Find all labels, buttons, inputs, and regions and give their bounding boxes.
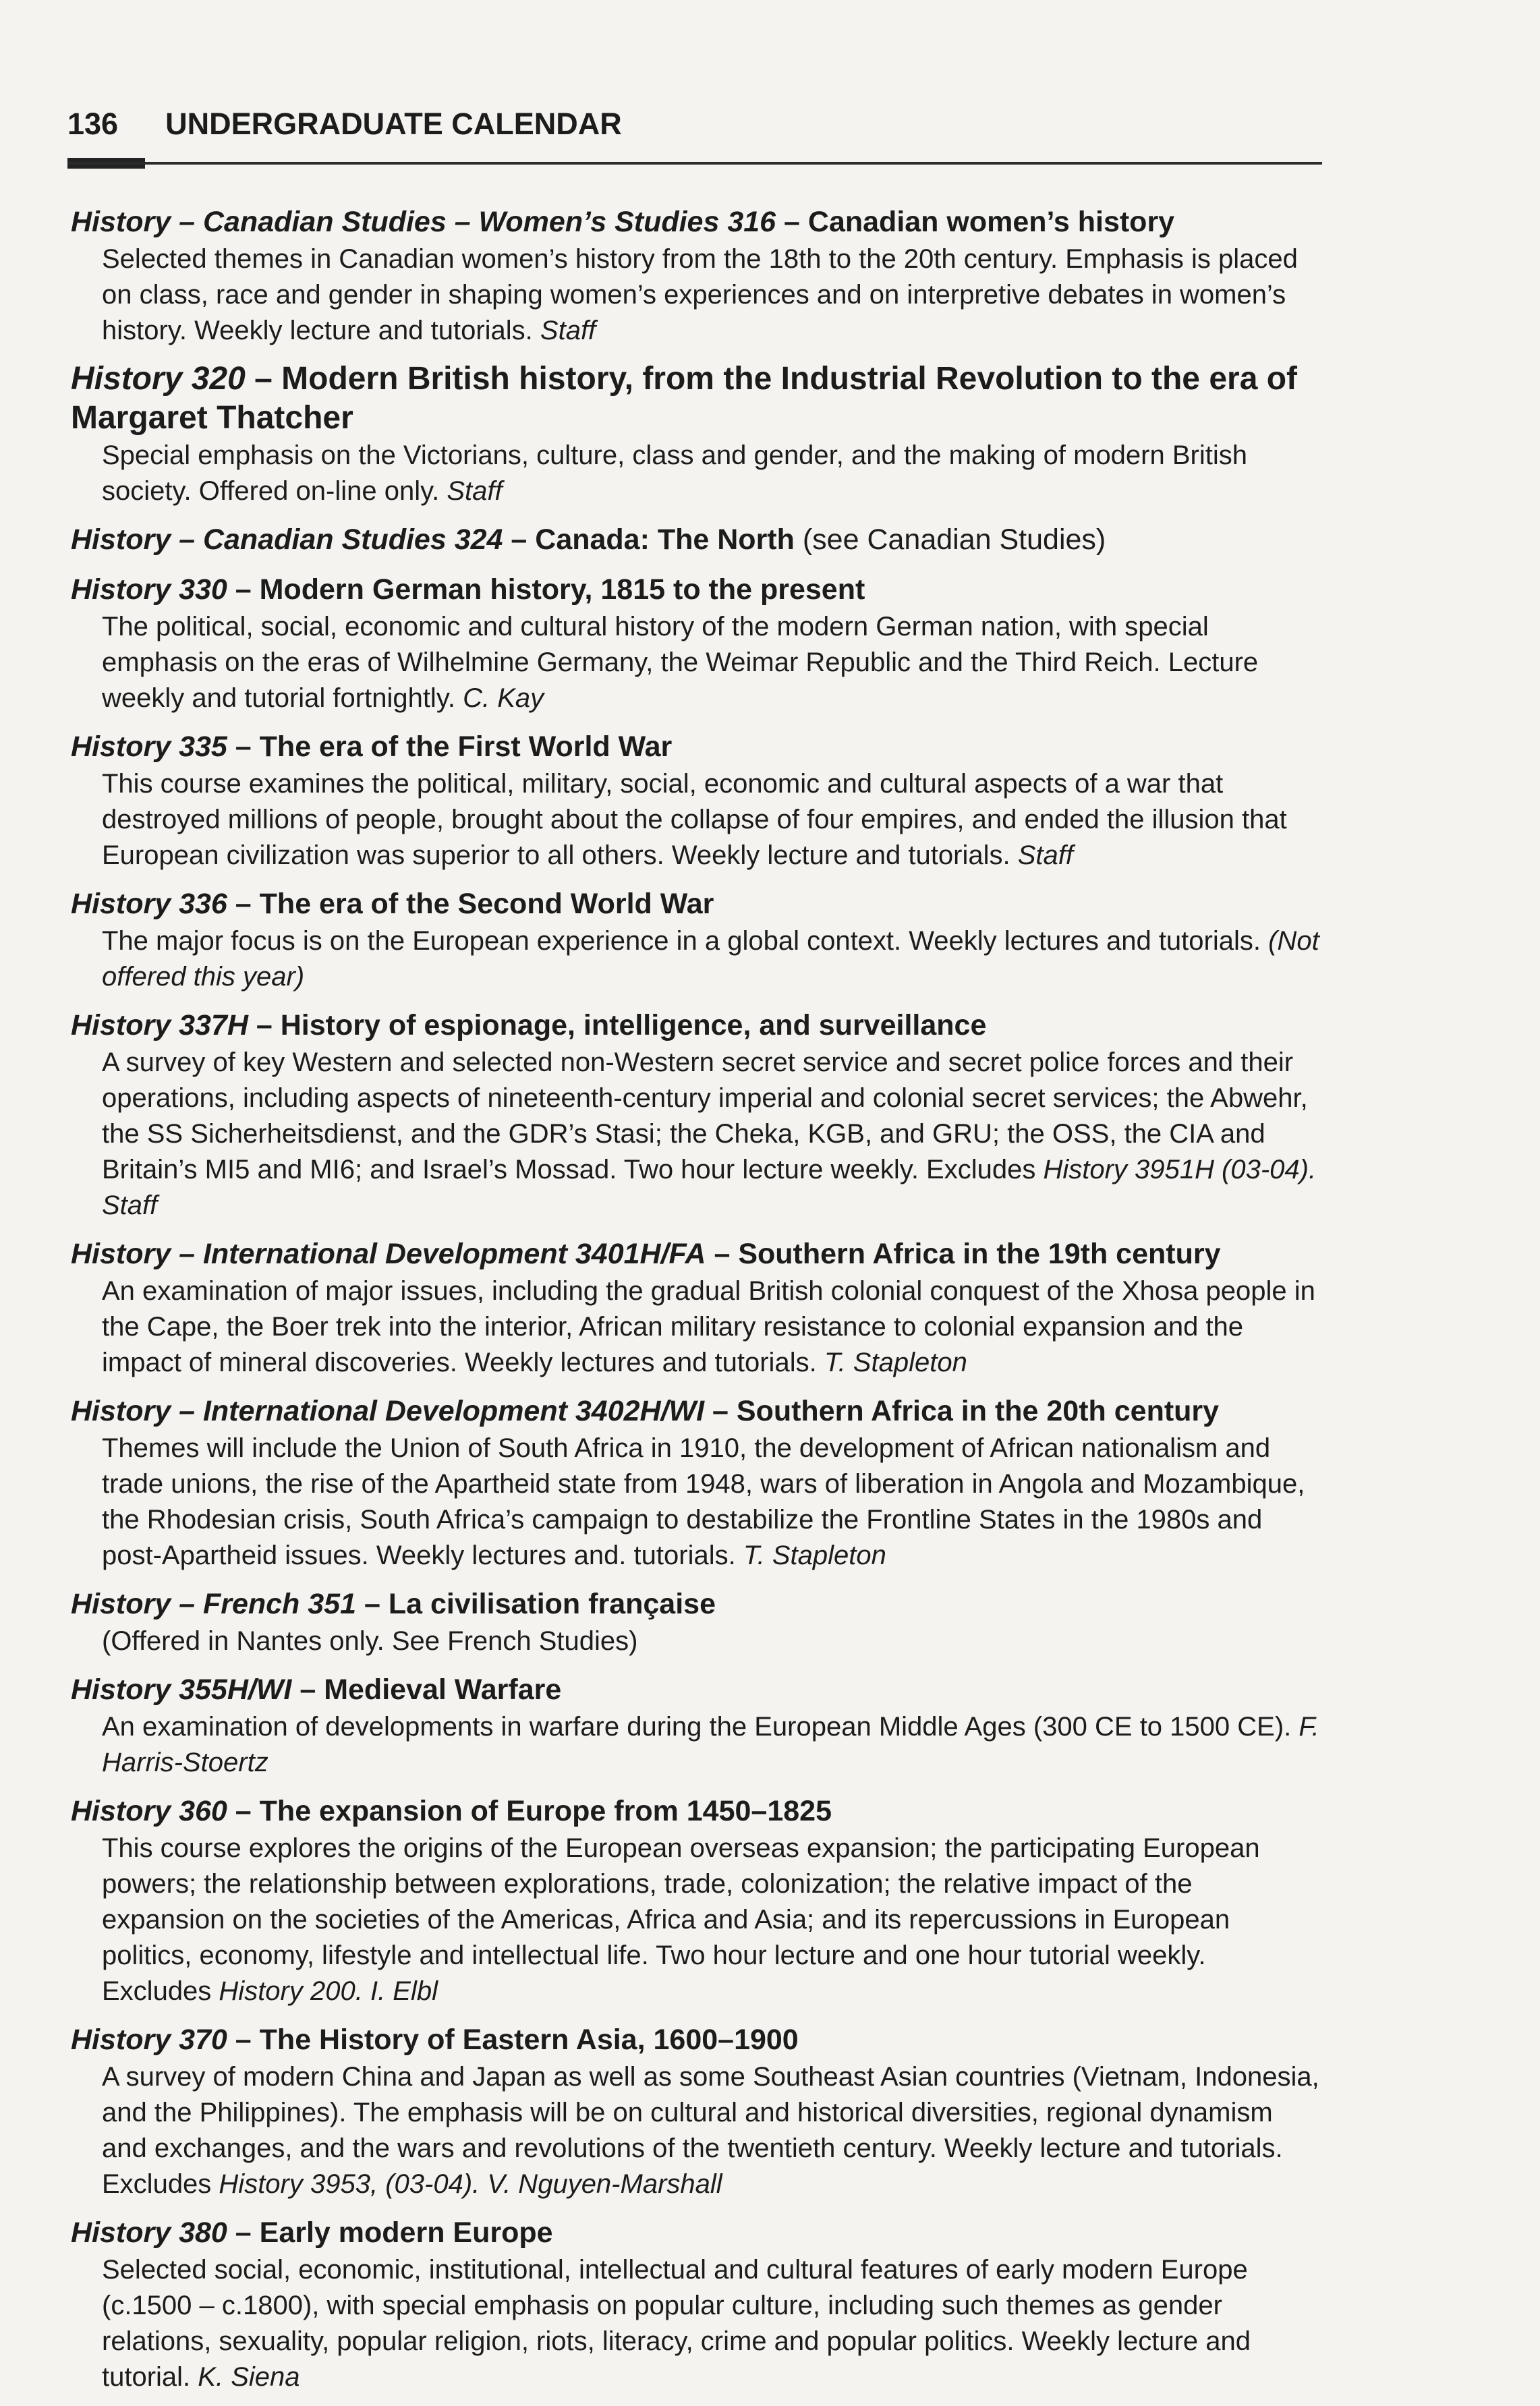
course-entry xyxy=(71,1006,1322,1224)
course-title: Canadian women’s history xyxy=(807,206,1175,238)
description-text: The political, social, economic and cultural history of the modern German nation, with special emphasis on the eras of Wilhelmine Germany, the Weimar Republic and the Third Reich. Lecture weekly and tutorial fortnightly. xyxy=(102,612,1259,713)
course-code: History 335 xyxy=(71,731,227,763)
course-heading xyxy=(71,1392,1322,1431)
description-text: This course explores the origins of the European overseas expansion; the participating European powers; the relationship between explorations, trade, colonization; the relative impact of the expansion on the societies of the Americas, Africa and Asia; and its repercussions in European politics, economy, lifestyle and intellectual life. Two hour lecture and one hour tutorial weekly. Excludes xyxy=(102,1833,1260,2006)
description-text: Special emphasis on the Victorians, culture, class and gender, and the making of modern British society. Offered on-line only. xyxy=(102,440,1247,506)
heading-separator: – xyxy=(248,1009,281,1041)
heading-separator: – xyxy=(291,1673,324,1706)
course-title: Southern Africa in the 19th century xyxy=(738,1238,1221,1270)
description-text: Selected social, economic, institutional, intellectual and cultural features of early modern Europe (c.1500 – c.1800), with special emphasis on popular culture, including such themes as gender relations, sexuality, popular religion, riots, literacy, crime and popular politics. Weekly lecture and tutorial. xyxy=(102,2255,1251,2392)
cross-reference-note: (see Canadian Studies) xyxy=(794,523,1106,556)
heading-separator: – xyxy=(356,1588,389,1620)
course-entry xyxy=(71,1792,1322,2009)
course-entry xyxy=(71,2020,1322,2202)
instructor: T. Stapleton xyxy=(743,1541,886,1570)
course-code: History 330 xyxy=(71,573,227,606)
course-description xyxy=(102,1273,1322,1381)
course-heading xyxy=(71,1234,1322,1273)
course-description xyxy=(102,1624,1322,1659)
course-entry xyxy=(71,570,1322,716)
course-code: History – Canadian Studies 324 xyxy=(71,523,503,556)
course-title: The History of Eastern Asia, 1600–1900 xyxy=(259,2024,799,2056)
heading-separator: – xyxy=(245,361,282,397)
instructor: History 3951H (03-04). Staff xyxy=(102,1155,1317,1220)
course-code: History – French 351 xyxy=(71,1588,357,1620)
instructor: Staff xyxy=(540,316,596,345)
instructor: History 200. I. Elbl xyxy=(219,1976,438,2006)
heading-separator: – xyxy=(704,1395,737,1427)
course-code: History – International Development 3402H/WI xyxy=(71,1395,705,1427)
description-text: This course examines the political, military, social, economic and cultural aspects of a war that destroyed millions of people, brought about the collapse of four empires, and ended the illusion that European civilization was superior to all others. Weekly lecture and tutorials. xyxy=(102,769,1287,870)
course-description xyxy=(102,2252,1322,2395)
course-title: Canada: The North xyxy=(535,523,795,556)
course-heading xyxy=(71,1006,1322,1045)
course-description xyxy=(102,609,1322,716)
header-rule xyxy=(67,162,1322,165)
instructor: K. Siena xyxy=(198,2362,300,2392)
course-description xyxy=(102,923,1322,995)
course-heading xyxy=(71,2213,1322,2252)
description-text: Selected themes in Canadian women’s history from the 18th to the 20th century. Emphasis is placed on class, race and gender in shaping women’s experiences and on interpretive debates in women’s history. Weekly lecture and tutorials. xyxy=(102,244,1298,345)
offering-note: (Not offered this year) xyxy=(102,926,1319,992)
course-description xyxy=(102,1045,1322,1224)
heading-separator: – xyxy=(227,1795,260,1827)
course-entry xyxy=(71,202,1322,349)
course-code: History 380 xyxy=(71,2216,227,2249)
heading-separator: – xyxy=(776,206,808,238)
heading-separator: – xyxy=(227,573,260,606)
course-entry xyxy=(71,360,1322,509)
course-description xyxy=(102,241,1322,349)
course-entry xyxy=(71,727,1322,873)
instructor: F. Harris-Stoertz xyxy=(102,1712,1319,1777)
course-title: Modern British history, from the Industrial Revolution to the era of Margaret Thatcher xyxy=(71,361,1298,436)
course-title: The era of the Second World War xyxy=(259,888,714,920)
course-title: Southern Africa in the 20th century xyxy=(736,1395,1220,1427)
course-entry xyxy=(71,1392,1322,1574)
course-heading xyxy=(71,1584,1322,1624)
course-entry xyxy=(71,1670,1322,1781)
course-heading xyxy=(71,570,1322,609)
instructor: History 3953, (03-04). V. Nguyen-Marshall xyxy=(219,2169,722,2199)
course-entry xyxy=(71,2213,1322,2395)
course-code: History 355H/WI xyxy=(71,1673,292,1706)
course-description xyxy=(102,2059,1322,2202)
course-title: Medieval Warfare xyxy=(324,1673,562,1706)
course-description xyxy=(102,1431,1322,1574)
instructor: T. Stapleton xyxy=(824,1348,967,1377)
course-title: The expansion of Europe from 1450–1825 xyxy=(259,1795,832,1827)
course-code: History – International Development 3401H/FA xyxy=(71,1238,706,1270)
header-title: UNDERGRADUATE CALENDAR xyxy=(165,107,622,141)
course-entry xyxy=(71,884,1322,995)
instructor: C. Kay xyxy=(463,683,544,713)
page-number: 136 xyxy=(67,107,119,141)
course-title: The era of the First World War xyxy=(259,731,673,763)
course-code: History 336 xyxy=(71,888,227,920)
course-title: Modern German history, 1815 to the present xyxy=(259,573,865,606)
heading-separator: – xyxy=(706,1238,739,1270)
course-description xyxy=(102,1831,1322,2009)
description-text: An examination of major issues, including the gradual British colonial conquest of the Xhosa people in the Cape, the Boer trek into the interior, African military resistance to colonial expansion and the impact of mineral discoveries. Weekly lectures and tutorials. xyxy=(102,1276,1315,1377)
heading-separator: – xyxy=(503,523,536,556)
course-entry xyxy=(71,520,1322,559)
course-title: Early modern Europe xyxy=(259,2216,553,2249)
course-code: History 337H xyxy=(71,1009,248,1041)
course-description xyxy=(102,438,1322,509)
course-code: History – Canadian Studies – Women’s Studies 316 xyxy=(71,206,776,238)
course-description xyxy=(102,766,1322,873)
heading-separator: – xyxy=(227,2216,260,2249)
course-title: History of espionage, intelligence, and surveillance xyxy=(280,1009,987,1041)
course-heading xyxy=(71,1670,1322,1709)
course-list xyxy=(71,202,1322,2406)
course-title: La civilisation française xyxy=(388,1588,716,1620)
course-description xyxy=(102,1709,1322,1781)
page-header xyxy=(67,107,1322,142)
course-code: History 360 xyxy=(71,1795,227,1827)
instructor: Staff xyxy=(1017,840,1073,870)
description-text: A survey of modern China and Japan as well as some Southeast Asian countries (Vietnam, Indonesia, and the Philippines). The emphasis will be on cultural and historical diversities, regional dynamism and exchanges, and the wars and revolutions of the twentieth century. Weekly lecture and tutorials. Excludes xyxy=(102,2062,1319,2199)
course-heading xyxy=(71,1792,1322,1831)
course-heading xyxy=(71,202,1322,241)
course-heading xyxy=(71,520,1322,559)
description-text: A survey of key Western and selected non-Western secret service and secret police forces and their operations, including aspects of nineteenth-century imperial and colonial secret services; the Abwehr, the SS Sicherheitsdienst, and the GDR’s Stasi; the Cheka, KGB, and GRU; the OSS, the CIA and Britain’s MI5 and MI6; and Israel’s Mossad. Two hour lecture weekly. Excludes xyxy=(102,1048,1308,1184)
course-heading xyxy=(71,360,1322,438)
description-text: (Offered in Nantes only. See French Studies) xyxy=(102,1626,638,1656)
description-text: An examination of developments in warfare during the European Middle Ages (300 CE to 1500 CE). xyxy=(102,1712,1299,1742)
heading-separator: – xyxy=(227,2024,260,2056)
course-heading xyxy=(71,884,1322,923)
description-text: The major focus is on the European experience in a global context. Weekly lectures and tutorials. xyxy=(102,926,1269,956)
instructor: Staff xyxy=(447,476,503,506)
course-code: History 370 xyxy=(71,2024,227,2056)
course-heading xyxy=(71,2020,1322,2059)
description-text: Themes will include the Union of South Africa in 1910, the development of African nationalism and trade unions, the rise of the Apartheid state from 1948, wars of liberation in Angola and Mozambique, the Rhodesian crisis, South Africa’s campaign to destabilize the Frontline States in the 1980s and post-Apartheid issues. Weekly lectures and. tutorials. xyxy=(102,1433,1305,1570)
course-code: History 320 xyxy=(71,361,246,397)
course-entry xyxy=(71,1584,1322,1659)
heading-separator: – xyxy=(227,731,260,763)
course-heading xyxy=(71,727,1322,766)
heading-separator: – xyxy=(227,888,260,920)
course-entry xyxy=(71,1234,1322,1381)
